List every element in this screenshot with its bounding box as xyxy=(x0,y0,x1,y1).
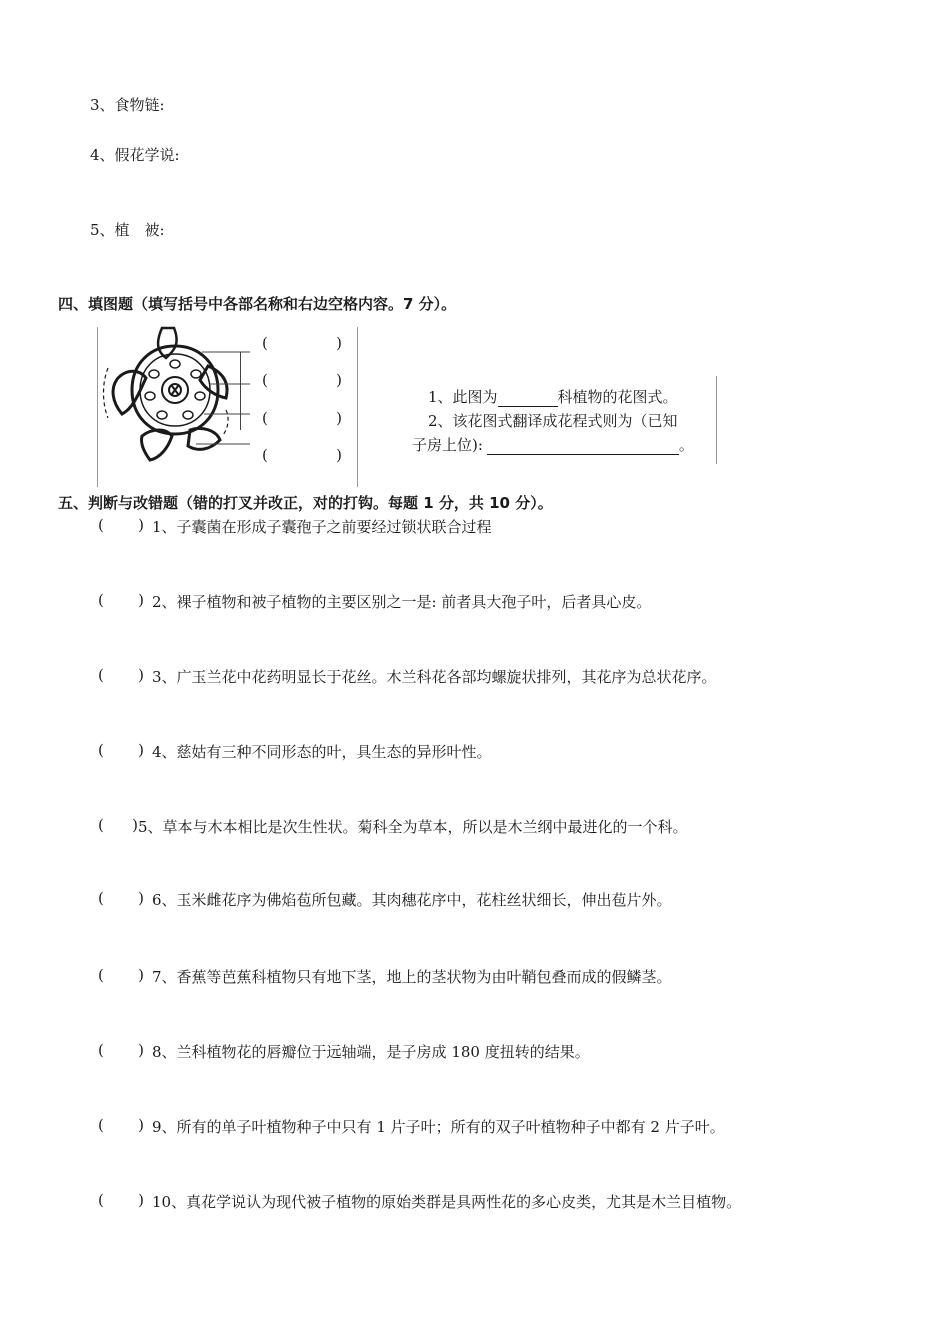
judgement-item xyxy=(98,889,672,910)
judgement-text: 4、慈姑有三种不同形态的叶，具生态的异形叶性。 xyxy=(152,743,492,761)
judgement-item xyxy=(98,966,672,987)
term-food-chain: 3、食物链: xyxy=(90,96,165,114)
answer-paren[interactable]: ( ) xyxy=(98,966,144,984)
leader-bracket-line xyxy=(240,352,241,430)
answer-paren[interactable]: ( ) xyxy=(98,889,144,907)
judgement-text: 3、广玉兰花中花药明显长于花丝。木兰科花各部均螺旋状排列，其花序为总状花序。 xyxy=(152,668,717,686)
term-vegetation: 5、植 被: xyxy=(90,221,165,239)
figure-question-2-line1: 2、该花图式翻译成花程式则为（已知 xyxy=(428,412,678,430)
judgement-item xyxy=(98,741,492,762)
label-blank-2[interactable]: ( ) xyxy=(262,371,342,389)
figure-question-2-line2: 子房上位): 。 xyxy=(412,436,694,454)
label-blank-3[interactable]: ( ) xyxy=(262,409,342,427)
floral-formula-blank[interactable] xyxy=(487,436,679,455)
answer-paren[interactable]: ( ) xyxy=(98,741,144,759)
floral-diagram xyxy=(100,318,250,468)
judgement-text: 6、玉米雌花序为佛焰苞所包藏。其肉穗花序中，花柱丝状细长，伸出苞片外。 xyxy=(152,891,672,909)
judgement-item xyxy=(98,516,492,537)
answer-paren[interactable]: ( ) xyxy=(98,666,144,684)
answer-paren[interactable]: ( ) xyxy=(98,1191,144,1209)
label-blank-1[interactable]: ( ) xyxy=(262,334,342,352)
term-pseudanthium-theory: 4、假花学说: xyxy=(90,146,180,164)
judgement-text: 1、子囊菌在形成子囊孢子之前要经过锁状联合过程 xyxy=(152,518,492,536)
judgement-text: 7、香蕉等芭蕉科植物只有地下茎，地上的茎状物为由叶鞘包叠而成的假鳞茎。 xyxy=(152,968,672,986)
answer-paren[interactable]: ( ) xyxy=(98,591,144,609)
answer-paren[interactable]: ( ) xyxy=(98,816,138,834)
answer-paren[interactable]: ( ) xyxy=(98,516,144,534)
question-border-right xyxy=(716,376,717,464)
section5-heading: 五、判断与改错题（错的打叉并改正，对的打钩。每题 1 分，共 10 分）。 xyxy=(58,494,553,512)
label-blank-4[interactable]: ( ) xyxy=(262,446,342,464)
judgement-text: 2、裸子植物和被子植物的主要区别之一是: 前者具大孢子叶，后者具心皮。 xyxy=(152,593,652,611)
judgement-text: 10、真花学说认为现代被子植物的原始类群是具两性花的多心皮类，尤其是木兰目植物。 xyxy=(152,1193,742,1211)
judgement-item xyxy=(98,1041,590,1062)
judgement-text: 5、草本与木本相比是次生性状。菊科全为草本，所以是木兰纲中最进化的一个科。 xyxy=(138,818,688,836)
judgement-text: 9、所有的单子叶植物种子中只有 1 片子叶；所有的双子叶植物种子中都有 2 片子叶。 xyxy=(152,1118,725,1136)
answer-paren[interactable]: ( ) xyxy=(98,1116,144,1134)
figure-question-1: 1、此图为 科植物的花图式。 xyxy=(428,388,678,406)
judgement-item xyxy=(98,666,717,687)
answer-paren[interactable]: ( ) xyxy=(98,1041,144,1059)
figure-border-right xyxy=(357,327,358,487)
family-name-blank[interactable] xyxy=(498,388,558,407)
figure-border-left xyxy=(97,327,98,487)
judgement-item xyxy=(98,1191,741,1212)
judgement-item xyxy=(98,816,688,837)
section4-heading: 四、填图题（填写括号中各部名称和右边空格内容。7 分）。 xyxy=(58,295,457,313)
judgement-item xyxy=(98,591,651,612)
judgement-text: 8、兰科植物花的唇瓣位于远轴端，是子房成 180 度扭转的结果。 xyxy=(152,1043,590,1061)
judgement-item xyxy=(98,1116,725,1137)
